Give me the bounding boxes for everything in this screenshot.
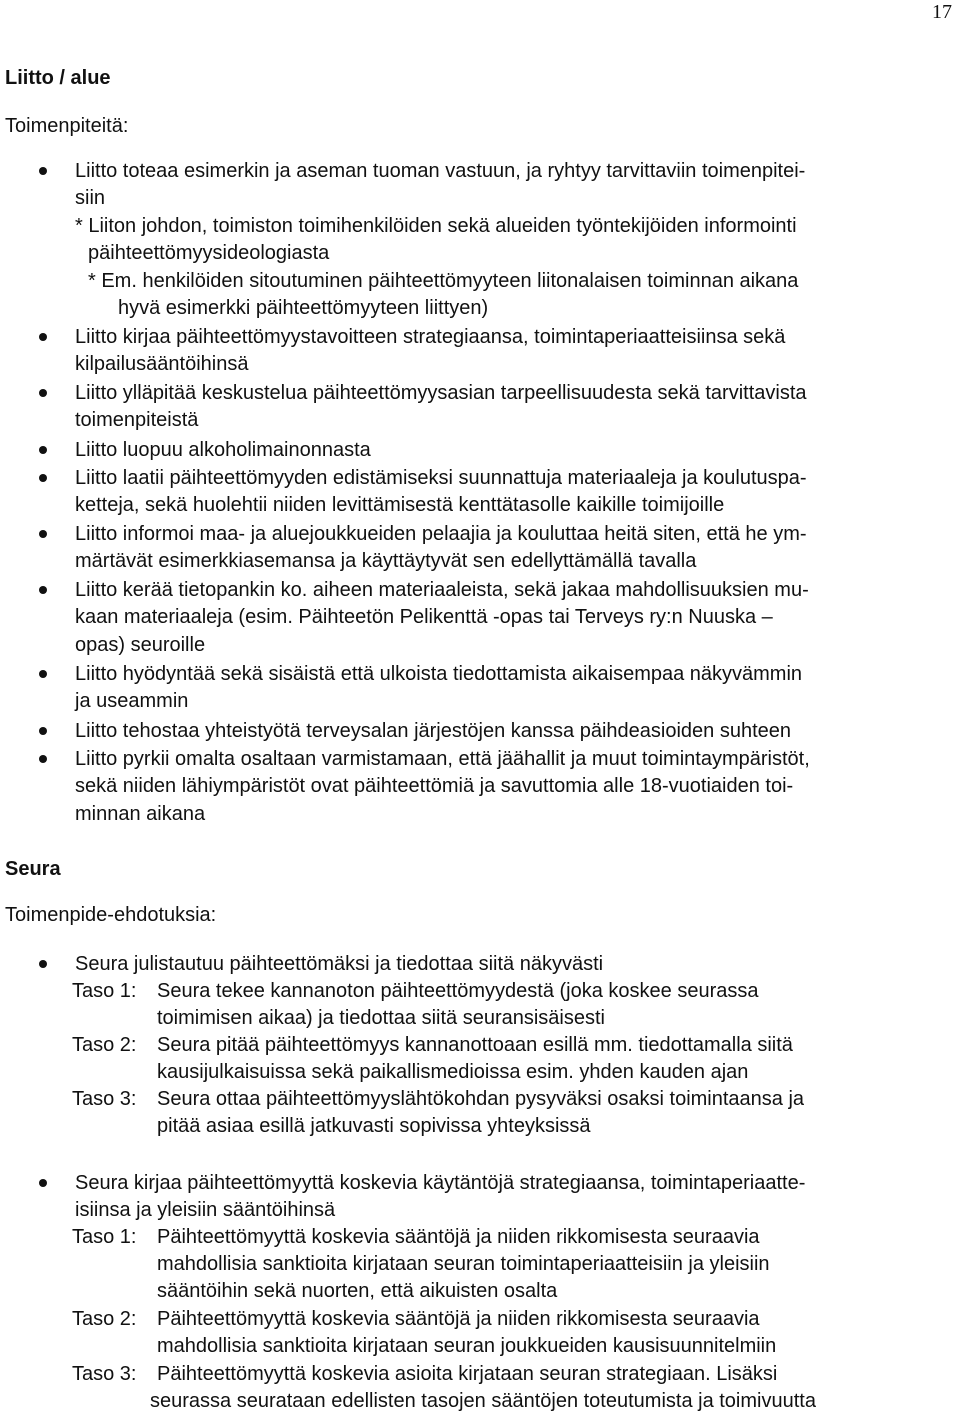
item-text-line: Liitto kerää tietopankin ko. aiheen materiaaleista, sekä jakaa mahdollisuuksien mu-	[75, 579, 809, 601]
item-text-line: Liitto informoi maa- ja aluejoukkueiden pelaajia ja kouluttaa heitä siten, että he ym-	[75, 523, 807, 545]
item-text-line: märtävät esimerkkiasemansa ja käyttäytyvät sen edellyttämällä tavalla	[75, 550, 697, 572]
bullet	[39, 167, 47, 175]
bullet	[39, 333, 47, 341]
item-text-line: * Liiton johdon, toimiston toimihenkilöiden sekä alueiden työntekijöiden informointi	[75, 215, 797, 237]
taso-label: Taso 3:	[72, 1363, 137, 1385]
taso-text-line: Seura pitää päihteettömyys kannanottoaan esillä mm. tiedottamalla siitä	[157, 1034, 793, 1056]
item-text-line: Liitto toteaa esimerkin ja aseman tuoman vastuun, ja ryhtyy tarvittaviin toimenpitei-	[75, 160, 806, 182]
item-text-line: Liitto laatii päihteettömyyden edistämiseksi suunnattuja materiaaleja ja koulutuspa-	[75, 467, 807, 489]
taso-text-line: Päihteettömyyttä koskevia asioita kirjataan seuran strategiaan. Lisäksi	[157, 1363, 778, 1385]
section-heading-liitto: Liitto / alue	[5, 67, 111, 89]
item-text-line: Seura julistautuu päihteettömäksi ja tiedottaa siitä näkyvästi	[75, 953, 604, 975]
bullet	[39, 446, 47, 454]
page-number: 17	[932, 1, 952, 23]
item-text-line: siin	[75, 187, 106, 209]
item-text-line: sekä niiden lähiympäristöt ovat päihteettömiä ja savuttomia alle 18-vuotiaiden toi-	[75, 775, 794, 797]
bullet	[39, 530, 47, 538]
taso-text-line: Seura ottaa päihteettömyyslähtökohdan pysyväksi osaksi toimintaansa ja	[157, 1088, 805, 1110]
item-text-line: ketteja, sekä huolehtii niiden levittämisestä kenttätasolle kaikille toimijoille	[75, 494, 725, 516]
item-text-line: Liitto pyrkii omalta osaltaan varmistamaan, että jäähallit ja muut toimintaympäristöt,	[75, 748, 810, 770]
item-text-line: opas) seuroille	[75, 634, 206, 656]
item-text-line: hyvä esimerkki päihteettömyyteen liittyen)	[118, 297, 489, 319]
bullet	[39, 1179, 47, 1187]
taso-label: Taso 2:	[72, 1308, 137, 1330]
taso-label: Taso 3:	[72, 1088, 137, 1110]
taso-text-line: toimimisen aikaa) ja tiedottaa siitä seuransisäisesti	[157, 1007, 605, 1029]
item-text-line: isiinsa ja yleisiin sääntöihinsä	[75, 1199, 336, 1221]
item-text-line: Liitto tehostaa yhteistyötä terveysalan järjestöjen kanssa päihdeasioiden suhteen	[75, 720, 792, 742]
item-text-line: Liitto luopuu alkoholimainonnasta	[75, 439, 371, 461]
bullet	[39, 755, 47, 763]
taso-text-line: kausijulkaisuissa sekä paikallismedioissa esim. yhden kauden ajan	[157, 1061, 749, 1083]
item-text-line: päihteettömyysideologiasta	[88, 242, 330, 264]
bullet	[39, 960, 47, 968]
section-subheading-seura: Toimenpide-ehdotuksia:	[5, 904, 217, 926]
taso-label: Taso 1:	[72, 1226, 137, 1248]
taso-text-line: sääntöihin sekä nuorten, että aikuisten osalta	[157, 1280, 558, 1302]
taso-label: Taso 1:	[72, 980, 137, 1002]
section-subheading-liitto: Toimenpiteitä:	[5, 115, 129, 137]
taso-label: Taso 2:	[72, 1034, 137, 1056]
taso-text-line: seurassa seurataan edellisten tasojen sääntöjen toteutumista ja toimivuutta	[150, 1390, 816, 1412]
bullet	[39, 389, 47, 397]
bullet	[39, 727, 47, 735]
item-text-line: Liitto ylläpitää keskustelua päihteettömyysasian tarpeellisuudesta sekä tarvittavista	[75, 382, 807, 404]
item-text-line: kaan materiaaleja (esim. Päihteetön Pelikenttä -opas tai Terveys ry:n Nuuska –	[75, 606, 773, 628]
item-text-line: ja useammin	[75, 690, 189, 712]
bullet	[39, 474, 47, 482]
item-text-line: toimenpiteistä	[75, 409, 199, 431]
taso-text-line: mahdollisia sanktioita kirjataan seuran joukkueiden kausisuunnitelmiin	[157, 1335, 777, 1357]
item-text-line: kilpailusääntöihinsä	[75, 353, 249, 375]
taso-text-line: Päihteettömyyttä koskevia sääntöjä ja niiden rikkomisesta seuraavia	[157, 1308, 760, 1330]
taso-text-line: mahdollisia sanktioita kirjataan seuran toimintaperiaatteisiin ja yleisiin	[157, 1253, 770, 1275]
bullet	[39, 670, 47, 678]
item-text-line: * Em. henkilöiden sitoutuminen päihteettömyyteen liitonalaisen toiminnan aikana	[88, 270, 799, 292]
item-text-line: Seura kirjaa päihteettömyyttä koskevia käytäntöjä strategiaansa, toimintaperiaatte-	[75, 1172, 806, 1194]
bullet	[39, 586, 47, 594]
item-text-line: minnan aikana	[75, 803, 206, 825]
taso-text-line: pitää asiaa esillä jatkuvasti sopivissa yhteyksissä	[157, 1115, 591, 1137]
item-text-line: Liitto hyödyntää sekä sisäistä että ulkoista tiedottamista aikaisempaa näkyvämmin	[75, 663, 803, 685]
taso-text-line: Seura tekee kannanoton päihteettömyydestä (joka koskee seurassa	[157, 980, 759, 1002]
section-heading-seura: Seura	[5, 858, 61, 880]
item-text-line: Liitto kirjaa päihteettömyystavoitteen strategiaansa, toimintaperiaatteisiinsa sekä	[75, 326, 786, 348]
taso-text-line: Päihteettömyyttä koskevia sääntöjä ja niiden rikkomisesta seuraavia	[157, 1226, 760, 1248]
